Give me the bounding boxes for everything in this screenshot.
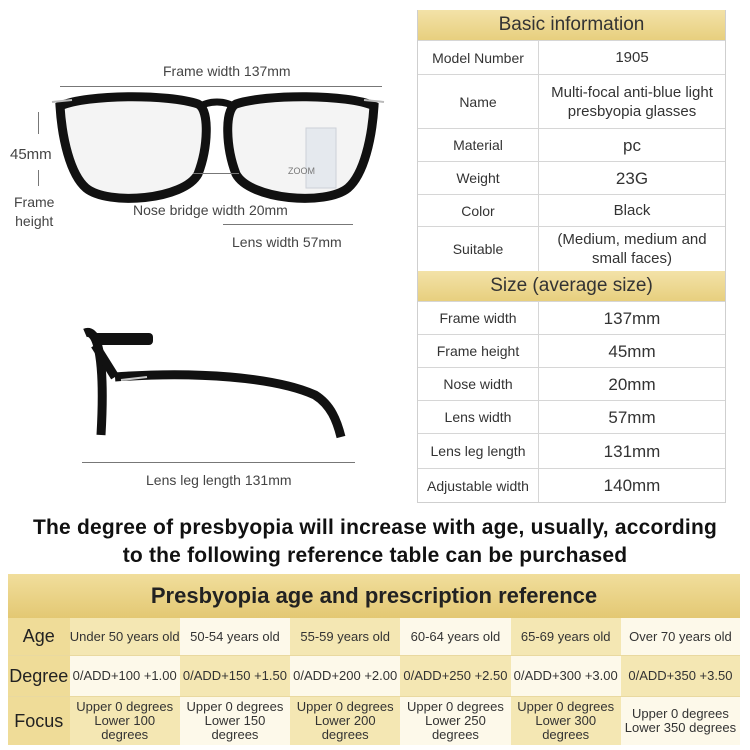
age-cell: 60-64 years old bbox=[400, 618, 510, 655]
age-cell: Under 50 years old bbox=[70, 618, 180, 655]
focus-label: Focus bbox=[8, 697, 70, 745]
table-row bbox=[418, 227, 725, 272]
size-info-title: Size (average size) bbox=[418, 271, 725, 301]
row-value: 57mm bbox=[608, 407, 656, 427]
basic-info-title: Basic information bbox=[418, 10, 725, 40]
focus-cell: Upper 0 degrees Lower 200 degrees bbox=[290, 697, 400, 745]
side-glasses-image bbox=[75, 325, 355, 445]
leg-length-dimension-line bbox=[82, 462, 355, 463]
prescription-title: Presbyopia age and prescription reference bbox=[8, 574, 740, 618]
table-row bbox=[418, 368, 725, 401]
row-key: Model Number bbox=[418, 41, 539, 74]
left-lens bbox=[60, 97, 206, 199]
table-row bbox=[418, 301, 725, 335]
row-value: (Medium, medium and small faces) bbox=[557, 231, 707, 267]
row-key: Suitable bbox=[418, 227, 539, 271]
table-row bbox=[418, 75, 725, 129]
basic-info-table bbox=[417, 10, 726, 272]
row-value: pc bbox=[623, 135, 641, 155]
row-value: 137mm bbox=[603, 308, 661, 328]
row-key: Name bbox=[418, 75, 539, 128]
table-row bbox=[418, 162, 725, 195]
lens-width-dimension-line bbox=[223, 224, 353, 225]
degree-cell: 0/ADD+150 +1.50 bbox=[180, 656, 290, 696]
focus-row bbox=[8, 696, 740, 745]
frame-width-label: Frame width 137mm bbox=[163, 63, 291, 79]
row-value: 1905 bbox=[615, 49, 649, 66]
focus-cell: Upper 0 degrees Lower 250 degrees bbox=[400, 697, 510, 745]
nose-bridge-label: Nose bridge width 20mm bbox=[133, 202, 288, 218]
row-value: 23G bbox=[615, 168, 649, 188]
frame-height-label: Frame height bbox=[14, 194, 55, 229]
degree-cell: 0/ADD+250 +2.50 bbox=[400, 656, 510, 696]
degree-row bbox=[8, 655, 740, 696]
nose-bridge-dimension-line bbox=[193, 173, 239, 174]
size-info-table bbox=[417, 271, 726, 503]
table-row bbox=[418, 129, 725, 162]
lens-width-label: Lens width 57mm bbox=[232, 234, 342, 250]
row-value: 131mm bbox=[603, 441, 661, 461]
headline-line-1: The degree of presbyopia will increase with age, usually, according bbox=[32, 516, 718, 539]
focus-cell: Upper 0 degrees Lower 150 degrees bbox=[180, 697, 290, 745]
table-row bbox=[418, 40, 725, 75]
row-key: Lens leg length bbox=[418, 434, 539, 468]
age-label: Age bbox=[8, 618, 70, 655]
headline-line-2: to the following reference table can be purchased bbox=[122, 544, 628, 567]
age-cell: 50-54 years old bbox=[180, 618, 290, 655]
row-value: Multi-focal anti-blue light presbyopia glasses bbox=[551, 83, 713, 120]
leg-length-label: Lens leg length 131mm bbox=[146, 472, 292, 488]
age-cell: Over 70 years old bbox=[621, 618, 740, 655]
temple-arm bbox=[115, 375, 341, 437]
age-cell: 65-69 years old bbox=[511, 618, 621, 655]
degree-cell: 0/ADD+200 +2.00 bbox=[290, 656, 400, 696]
right-lens bbox=[228, 97, 374, 199]
row-key: Nose width bbox=[418, 368, 539, 400]
row-key: Lens width bbox=[418, 401, 539, 433]
frame-height-value: 45mm bbox=[10, 146, 52, 163]
row-key: Adjustable width bbox=[418, 469, 539, 502]
focus-cell: Upper 0 degrees Lower 100 degrees bbox=[70, 697, 180, 745]
row-value: 140mm bbox=[603, 476, 661, 495]
table-row bbox=[418, 401, 725, 434]
row-value: 45mm bbox=[608, 341, 656, 361]
table-row bbox=[418, 195, 725, 227]
degree-cell: 0/ADD+350 +3.50 bbox=[621, 656, 740, 696]
degree-label: Degree bbox=[8, 656, 70, 696]
row-key: Color bbox=[418, 195, 539, 226]
table-row bbox=[418, 335, 725, 368]
row-value: 20mm bbox=[608, 374, 656, 394]
degree-cell: 0/ADD+300 +3.00 bbox=[511, 656, 621, 696]
lens-sticker bbox=[306, 128, 336, 188]
front-glasses-image bbox=[48, 88, 388, 213]
focus-cell: Upper 0 degrees Lower 300 degrees bbox=[511, 697, 621, 745]
height-dimension-line-top bbox=[38, 112, 39, 134]
table-row bbox=[418, 434, 725, 469]
age-cell: 55-59 years old bbox=[290, 618, 400, 655]
row-key: Frame height bbox=[418, 335, 539, 367]
age-row bbox=[8, 618, 740, 655]
prescription-table bbox=[8, 574, 740, 744]
focus-cell: Upper 0 degrees Lower 350 degrees bbox=[621, 697, 740, 745]
lens-sticker-text: ZOOM bbox=[288, 166, 315, 176]
row-key: Weight bbox=[418, 162, 539, 194]
frame-width-dimension-line bbox=[60, 86, 382, 87]
row-key: Material bbox=[418, 129, 539, 161]
degree-cell: 0/ADD+100 +1.00 bbox=[70, 656, 180, 696]
nose-bridge bbox=[198, 102, 236, 108]
height-dimension-line-bottom bbox=[38, 170, 39, 186]
row-key: Frame width bbox=[418, 302, 539, 334]
row-value: Black bbox=[613, 202, 651, 219]
table-row bbox=[418, 469, 725, 503]
